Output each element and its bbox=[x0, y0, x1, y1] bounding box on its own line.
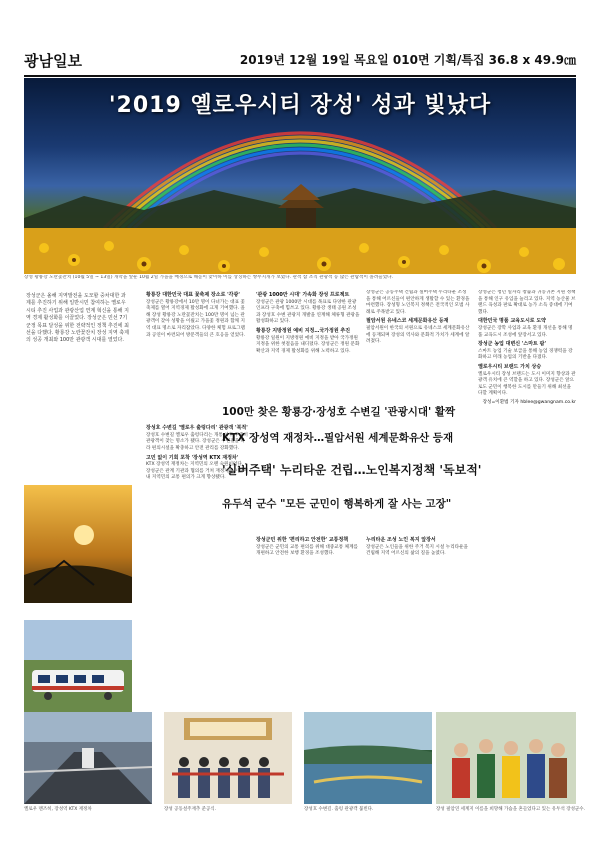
subhead: 필암서원 유네스코 세계문화유산 등재 bbox=[366, 318, 449, 325]
subhead: 대한민국 명품 교육도시로 도약 bbox=[478, 318, 547, 325]
masthead bbox=[24, 50, 576, 74]
photo-caption-1: 옐로우 맨즈히, 장성역 KTX 재정차 bbox=[24, 807, 92, 812]
headline-1: 100만 찾은 황룡강·장성호 수변길 '관광시대' 활짝 bbox=[222, 406, 456, 418]
photo-caption-4: 장성 필암연 세계지 이름을 희망해 가슴을 흔들었다고 있는 유두석 장성군수. bbox=[436, 807, 586, 812]
hero-photo bbox=[24, 78, 576, 274]
hero-caption: 장성 황룡강 노란꽃잔치 (10월 5일 ~ 13일) 개막을 앞둔 10월 2일 가을을 배경으로 해돋이 맞이하 이를 상징하는 쌍무지개가 보였다. 관객 참 조직 관광객 등 많은 관람객이 몰려들었다. bbox=[24, 275, 394, 280]
subhead: 장성호 수변길 '옐로우 출렁다리' 관광객 '북적' bbox=[146, 425, 248, 432]
subhead: 옐로우시티 브랜드 가치 상승 bbox=[478, 363, 542, 370]
headline-block bbox=[222, 398, 482, 538]
paragraph: 장성군은 청년 일자리 창출과 귀농귀촌 지원 정책을 통해 인구 유입을 늘리고 있다. 지역 농산물 브랜드 육성과 판로 확대로 농가 소득 증대에 기여했다. bbox=[478, 290, 576, 315]
masthead-rule bbox=[24, 75, 576, 77]
sidebar-photo-train bbox=[24, 620, 132, 720]
paragraph: 옐로우시티 장성 브랜드는 도시 이미지 향상과 관광객 유치에 큰 역할을 하고 있다. 장성군은 앞으로도 군민이 행복한 도시를 만들기 위해 최선을 다할 계획이다. bbox=[478, 371, 576, 397]
photo-caption-3: 장성호 수변길. 출렁 관광객 붐빈다. bbox=[304, 807, 374, 812]
byline: 장성=이환법 기자 hblee@gwangnam.co.kr bbox=[482, 399, 576, 405]
hero-title: '2019 옐로우시티 장성' 성과 빛났다 bbox=[108, 93, 492, 118]
paragraph: 장성군은 장학 사업과 교육 환경 개선을 통해 명품 교육도시 조성에 앞장서고 있다. bbox=[478, 325, 573, 338]
photo-ceremony bbox=[164, 712, 292, 804]
paragraph: 필암서원이 한국의 서원으로 유네스코 세계문화유산에 등재되며 장성의 역사와 문화적 가치가 세계에 알려졌다. bbox=[366, 325, 470, 345]
paragraph: 장성군은 군민의 교통 편의를 위해 대중교통 체계를 개편하고 안전한 보행 환경을 조성했다. bbox=[256, 544, 358, 557]
article-column-3-bottom bbox=[366, 535, 470, 710]
paragraph: 장성군은 황룡강에서 10만 명이 다녀가는 대표 꽃축제를 열어 지역경제 활성화에 크게 기여했다. 올해 장성 황룡강 노란꽃잔치는 100만 명이 넘는 관광객이 찾아 성황을 이뤘고 가을꽃 정원과 함께 지역 대표 명소로 자리잡았다. 다양한 체험 프로그램과 공연이 마련되어 방문객들의 큰 호응을 얻었다. bbox=[146, 299, 245, 338]
paragraph: 장성호 수변길 옐로우 출렁다리는 개통 이후 꾸준히 관광객이 찾는 명소가 됐다. 장성군은 수변길을 따라 편의시설을 확충하고 안전 관리를 강화했다. bbox=[146, 432, 248, 451]
subhead: 장성군민 위한 '편리하고 안전한' 교통정책 bbox=[256, 537, 349, 543]
paragraph: KTX 장성역 재정차는 지역민의 오랜 숙원이었다. 장성군은 관계 기관과 협의를 거쳐 재정차를 이끌어내 지역민의 교통 편의가 크게 향상됐다. bbox=[146, 462, 248, 481]
sidebar-photo-sunset bbox=[24, 485, 132, 603]
subhead: 누리타운 조성 노인 복지 앞장서 bbox=[366, 537, 436, 543]
paper-name: 광남일보 bbox=[24, 52, 82, 70]
paragraph: 장성군은 공동주택 건립과 실버주택 누리타운 조성을 통해 어르신들이 편안하게 생활할 수 있는 환경을 마련했다. 장성형 노인복지 정책은 전국적인 모범 사례로 주목받고 있다. bbox=[366, 290, 470, 315]
paragraph: 황룡강 일원이 지방정원 예비 지정을 받아 국가정원 지정을 위한 첫걸음을 내디뎠다. 장성군은 정원 문화 확산과 지역 경제 활성화를 위해 노력하고 있다. bbox=[256, 335, 360, 354]
photo-lakeside-trail bbox=[304, 712, 432, 804]
article-column-2-top bbox=[256, 290, 360, 398]
bottom-photo-strip bbox=[24, 712, 586, 812]
sidebar-text: 장성군은 올해 지역발전을 도모할 중차대한 과제를 추진하기 위해 일반시민 참여하는 옐로우시티 추진 사업과 관광산업 연계 혁신을 통해 지역 경제 활성화를 이끌었다. 장성군은 민선 7기 군정 목표 달성을 위한 전략적인 정책 추진에 최선을 다했다. 황룡강 노란꽃잔치 장성 지역 축제의 성공 개최와 100만 관광객 시대를 열었다. bbox=[26, 293, 129, 344]
paragraph: 장성군은 관광 1000만 시대를 목표로 다양한 관광 인프라 구축에 힘쓰고 있다. 황룡강 생태 공원 조성과 장성호 수변 관광지 개발을 연계해 체류형 관광을 활성화하고 있다. bbox=[256, 299, 360, 325]
article-column-2-bottom bbox=[256, 535, 360, 710]
photo-county-governor bbox=[436, 712, 576, 804]
headline-3: '실버주택' 누리타운 건립…노인복지정책 '독보적' bbox=[222, 463, 482, 477]
headline-4: 유두석 군수 "모든 군민이 행복하게 잘 사는 고장" bbox=[222, 498, 452, 510]
paragraph: 스마트 농업 기술 보급을 통해 농업 경쟁력을 강화하고 미래 농업의 기반을 다졌다. bbox=[478, 348, 573, 361]
photo-caption-2: 장성 공동설주재추 준공식. bbox=[164, 807, 217, 812]
subhead: 고민 없이 기회 포착 '장성역 KTX 재정차' bbox=[146, 454, 239, 461]
photo-ktx-station bbox=[24, 712, 152, 804]
subhead: 장성군 농업 대변신 '스마트 팜' bbox=[478, 341, 546, 348]
subhead: 황룡강 대한민국 대표 꽃축제 장소로 '각광' bbox=[146, 292, 240, 298]
article-column-4 bbox=[478, 290, 576, 710]
issue-info: 2019년 12월 19일 목요일 010면 기획/특집 36.8 x 49.9㎝ bbox=[239, 53, 576, 67]
headline-2: KTX 장성역 재정차…필암서원 세계문화유산 등재 bbox=[222, 432, 454, 444]
subhead: '관광 1000만 시대' 가속화 장성 프로젝트 bbox=[256, 292, 350, 298]
subhead: 황룡강 지방정원 예비 지정…국가정원 추진 bbox=[256, 327, 351, 334]
sidebar bbox=[24, 285, 132, 730]
article-column-3-top bbox=[366, 290, 470, 398]
paragraph: 장성군은 노인들을 위한 주거 복지 시설 누리타운을 건립해 지역 어르신의 삶의 질을 높였다. bbox=[366, 544, 468, 557]
